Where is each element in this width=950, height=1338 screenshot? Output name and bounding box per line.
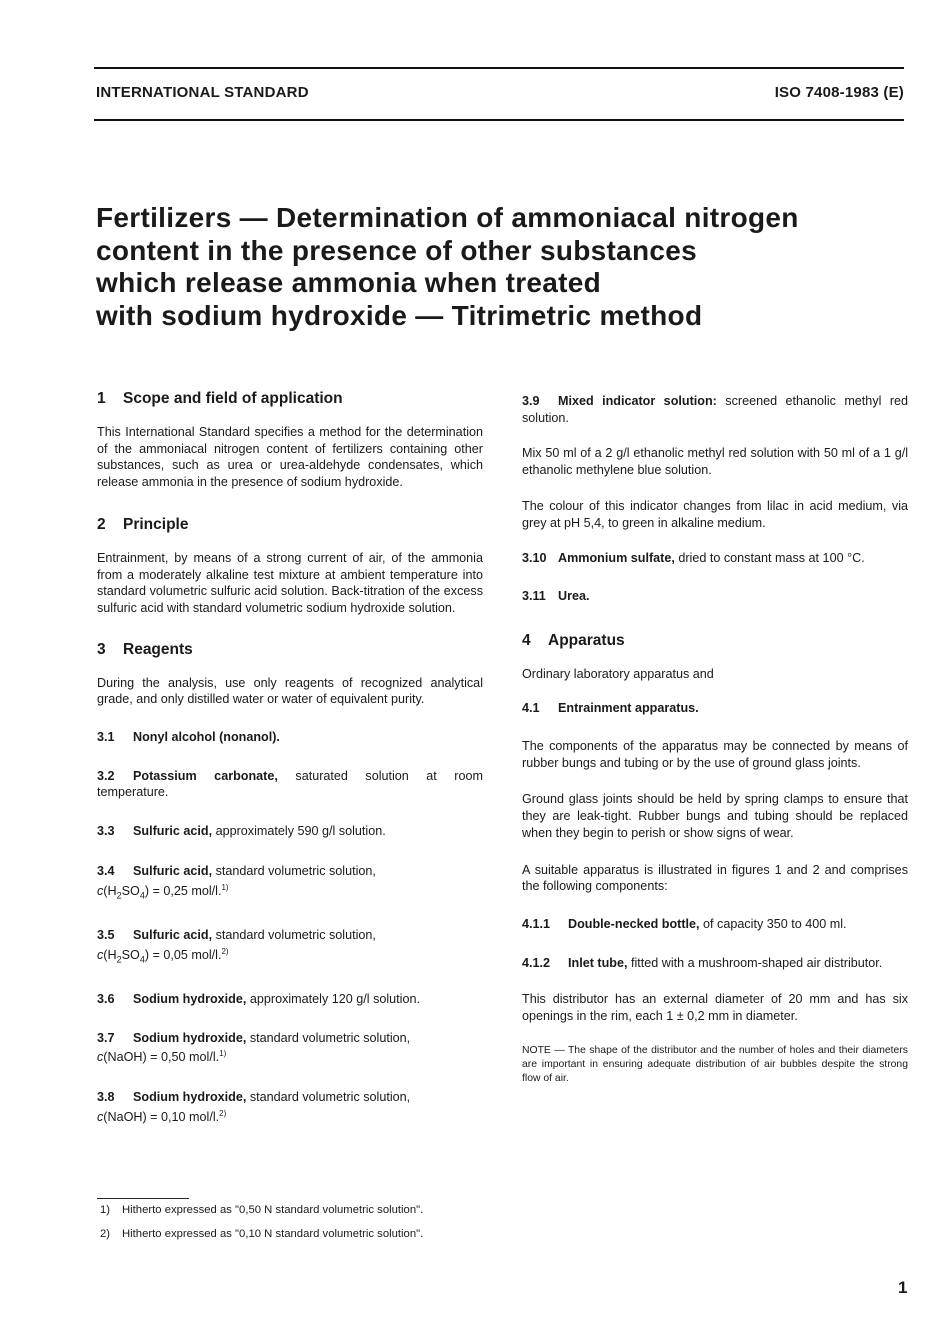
clause-3-2: 3.2 Potassium carbonate, saturated solution at room temperature. bbox=[97, 768, 483, 800]
note-text: NOTE — The shape of the distributor and the number of holes and their diameters are important in ensuring adequate distribution of air bubbles despite the strong flow of air. bbox=[522, 1044, 908, 1085]
footnote-1: 1) Hitherto expressed as "0,50 N standard volumetric solution". bbox=[100, 1204, 424, 1216]
reagents-intro: During the analysis, use only reagents of recognized analytical grade, and only distilled water or water of equivalent purity. bbox=[97, 675, 483, 707]
clause-3-7: 3.7 Sodium hydroxide, standard volumetric solution, c(NaOH) = 0,50 mol/l.$^{1)}$ bbox=[97, 1030, 411, 1065]
section-heading: 4 Apparatus bbox=[522, 631, 625, 649]
indicator-colour-text: The colour of this indicator changes from lilac in acid medium, via grey at pH 5,4, to green in alkaline medium. bbox=[522, 498, 908, 530]
clause-3-4: 3.4 Sulfuric acid, standard volumetric solution, $c(H_2SO_4) = 0,25$ mol/l.$^{1)}$ bbox=[97, 863, 376, 901]
clause-4-1: 4.1 Entrainment apparatus. bbox=[522, 701, 699, 716]
apparatus-text-3: A suitable apparatus is illustrated in figures 1 and 2 and comprises the following components: bbox=[522, 862, 908, 894]
apparatus-text-1: The components of the apparatus may be connected by means of rubber bungs and tubing or by the use of ground glass joints. bbox=[522, 739, 908, 770]
clause-3-11: 3.11 Urea. bbox=[522, 588, 590, 603]
section-heading: 3 Reagents bbox=[97, 640, 193, 658]
right-column bbox=[522, 393, 908, 1086]
clause-4-1-2: 4.1.2 Inlet tube, fitted with a mushroom-shaped air distributor. bbox=[522, 955, 883, 970]
left-column bbox=[97, 390, 483, 1126]
section-heading: 2 Principle bbox=[97, 515, 189, 533]
clause-3-5: 3.5 Sulfuric acid, standard volumetric solution, $c(H_2SO_4) = 0,05$ mol/l.$^{2)}$ bbox=[97, 927, 376, 965]
footnote-2: 2) Hitherto expressed as "0,10 N standard volumetric solution". bbox=[100, 1228, 424, 1240]
footnote-rule bbox=[97, 1198, 189, 1199]
clause-3-6: 3.6 Sodium hydroxide, approximately 120 g/l solution. bbox=[97, 992, 420, 1007]
principle-text: Entrainment, by means of a strong current of air, of the ammonia from a moderately alkaline test mixture at ambient temperature into standard volumetric sulfuric acid solution. Back-titration of the excess sulfuric acid with standard volumetric sodium hydroxide solution. bbox=[97, 550, 483, 615]
page-number: 1 bbox=[898, 1278, 908, 1297]
scope-text: This International Standard specifies a method for the determination of the ammoniacal nitrogen content of fertilizers containing other substances, such as urea or urea-aldehyde condensates, which release ammonia in the presence of sodium hydroxide. bbox=[97, 425, 483, 490]
header-label: INTERNATIONAL STANDARD bbox=[96, 84, 309, 101]
header-rule bbox=[94, 119, 904, 121]
clause-3-10: 3.10 Ammonium sulfate, dried to constant mass at 100 °C. bbox=[522, 551, 865, 566]
apparatus-intro: Ordinary laboratory apparatus and bbox=[522, 666, 714, 681]
clause-4-1-1: 4.1.1 Double-necked bottle, of capacity 350 to 400 ml. bbox=[522, 916, 847, 931]
standard-number: ISO 7408-1983 (E) bbox=[774, 84, 904, 101]
clause-3-1: 3.1 Nonyl alcohol (nonanol). bbox=[97, 730, 280, 745]
distributor-text: This distributor has an external diameter of 20 mm and has six openings in the rim, each 1 ± 0,2 mm in diameter. bbox=[522, 992, 908, 1024]
indicator-prep-text: Mix 50 ml of a 2 g/l ethanolic methyl red solution with 50 ml of a 1 g/l ethanolic methylene blue solution. bbox=[522, 446, 908, 478]
top-rule bbox=[94, 67, 904, 69]
section-heading: 1 Scope and field of application bbox=[97, 390, 343, 407]
clause-3-9: 3.9 Mixed indicator solution: screened ethanolic methyl red solution. bbox=[522, 394, 909, 425]
apparatus-text-2: Ground glass joints should be held by spring clamps to ensure that they are leak-tight. Rubber bungs and tubing should be replaced when they begin to perish or show signs of wear. bbox=[522, 792, 908, 840]
clause-3-3: 3.3 Sulfuric acid, approximately 590 g/l solution. bbox=[97, 824, 386, 839]
clause-3-8: 3.8 Sodium hydroxide, standard volumetric solution, c(NaOH) = 0,10 mol/l.$^{2)}$ bbox=[97, 1090, 411, 1125]
document-title: Fertilizers — Determination of ammoniacal nitrogen content in the presence of other substances which release ammonia when treated with sodium hydroxide — Titrimetric method bbox=[96, 202, 799, 331]
